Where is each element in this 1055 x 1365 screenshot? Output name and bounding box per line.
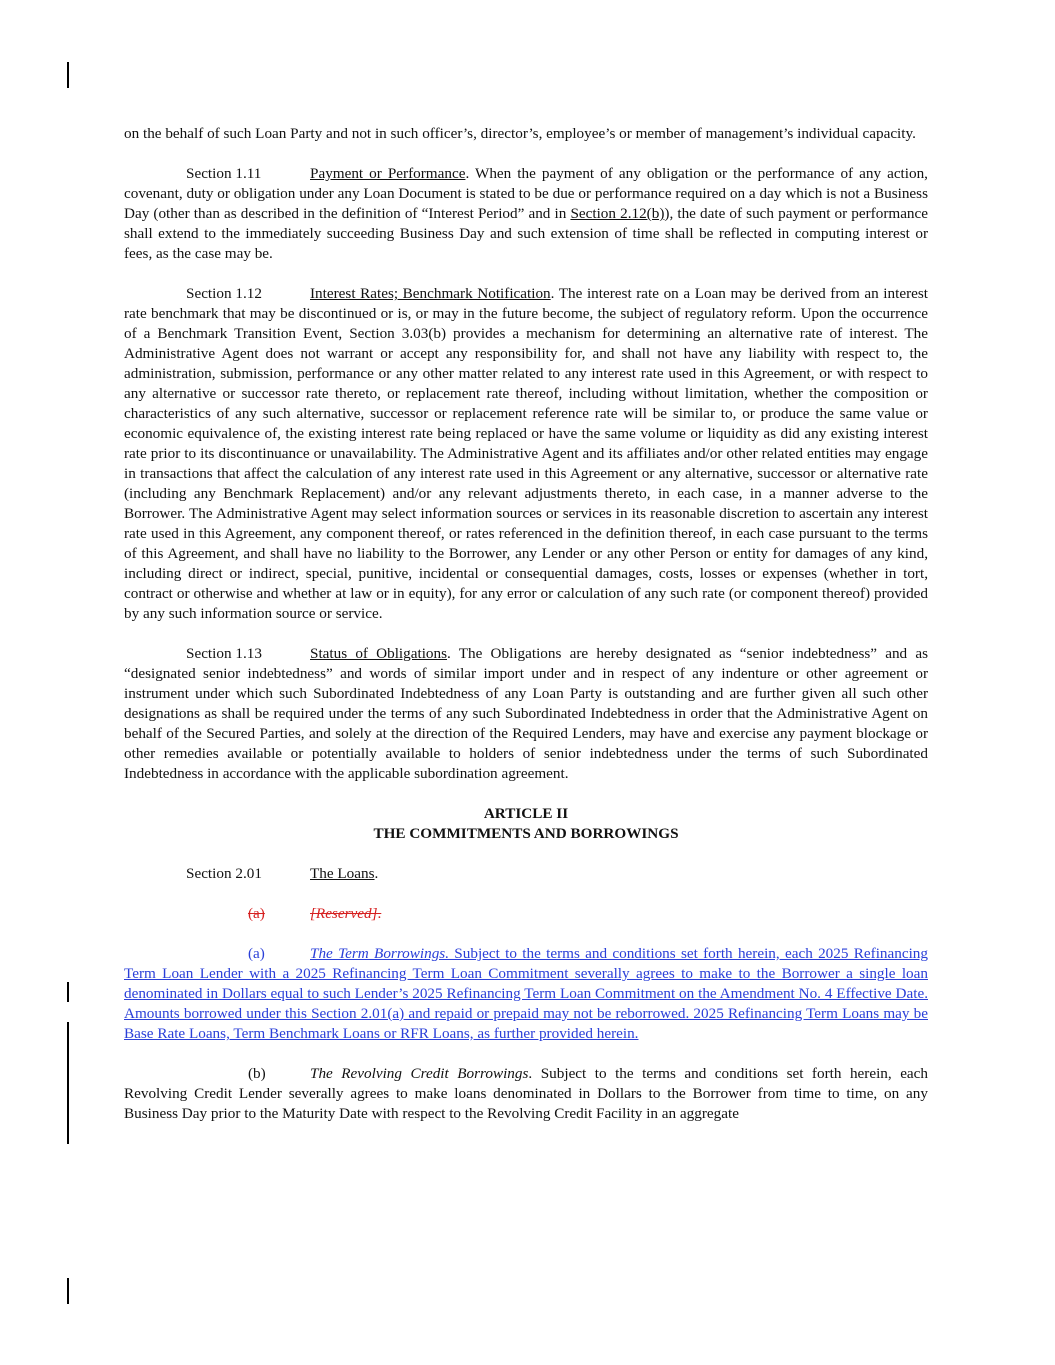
section-1-12 bbox=[124, 284, 928, 624]
inserted-clause-number: (a) bbox=[248, 945, 265, 962]
deleted-clause-number: (a) bbox=[248, 905, 265, 922]
section-reference: Section 2.12(b) bbox=[570, 205, 665, 222]
continuation-paragraph: on the behalf of such Loan Party and not in such officer’s, director’s, employee’s or member of management’s individual capacity. bbox=[124, 125, 916, 142]
change-bar-top bbox=[67, 62, 69, 88]
deleted-clause-period: . bbox=[377, 905, 382, 922]
deleted-clause-a bbox=[124, 904, 928, 924]
clause-number: (b) bbox=[248, 1065, 266, 1082]
clause-text: . Subject to the terms and conditions set forth herein, each Revolving Credit Lender severally agrees to make loans denominated in Dollars to the Borrower from time to time, on any Business Day prior to the Maturity Date with respect to the Revolving Credit Facility in an aggregate bbox=[124, 1065, 929, 1122]
change-bar-deletion bbox=[67, 982, 69, 1002]
section-text-continued: ), the date of such payment or performance shall extend to the immediately succeeding Business Day and such extension of time shall be reflected in computing interest or fees, as the case may be. bbox=[124, 205, 929, 262]
section-number: Section 2.01 bbox=[186, 865, 262, 882]
section-2-01 bbox=[124, 864, 928, 884]
change-bar-insertion bbox=[67, 1022, 69, 1144]
section-text: . When the payment of any obligation or the performance of any action, covenant, duty or obligation under any Loan Document is stated to be due or performance required on a day which is not a Business Day (other than as described in the definition of “Interest Period” and in bbox=[124, 165, 928, 222]
document-page bbox=[124, 124, 928, 1144]
clause-title: The Revolving Credit Borrowings bbox=[310, 1065, 529, 1082]
article-title: THE COMMITMENTS AND BORROWINGS bbox=[373, 825, 679, 842]
section-number: Section 1.12 bbox=[186, 285, 262, 302]
deleted-clause-text: [Reserved] bbox=[310, 905, 378, 922]
section-heading: The Loans bbox=[310, 865, 375, 882]
section-number: Section 1.13 bbox=[186, 645, 262, 662]
section-heading: Payment or Performance bbox=[310, 165, 466, 182]
section-1-11 bbox=[124, 164, 928, 264]
section-1-13 bbox=[124, 644, 928, 784]
inserted-clause-a bbox=[124, 944, 928, 1044]
article-number: ARTICLE II bbox=[483, 805, 569, 822]
inserted-clause-title: The Term Borrowings. bbox=[310, 945, 450, 962]
inserted-clause-text: Subject to the terms and conditions set forth herein, each 2025 Refinancing Term Loan Lender with a 2025 Refinancing Term Loan Commitment severally agrees to make to the Borrower a single loan denominated in Dollars equal to such Lender’s 2025 Refinancing Term Loan Commitment on the Amendment No. 4 Effective Date. Amounts borrowed under this Section 2.01(a) and repaid or prepaid may not be reborrowed. 2025 Refinancing Term Loans may be Base Rate Loans, Term Benchmark Loans or RFR Loans, as further provided herein. bbox=[124, 945, 928, 1042]
section-heading: Interest Rates; Benchmark Notification bbox=[310, 285, 551, 302]
section-text: . The interest rate on a Loan may be derived from an interest rate benchmark that may be discontinued or is, or may in the future become, the subject of regulatory reform. Upon the occurrence of a Benchmark Transition Event, Section 3.03(b) provides a mechanism for determining an alternative rate of interest. The Administrative Agent does not warrant or accept any responsibility for, and shall not have any liability with respect to, the administration, submission, performance or any other matter related to any interest rate used in this Agreement, or with respect to any alternative or successor rate thereto, or replacement rate thereof, including without limitation, whether the composition or characteristics of any such alternative, successor or replacement reference rate will be similar to, or produce the same value or economic equivalence of, the existing interest rate being replaced or have the same volume or liquidity as did any existing interest rate prior to its discontinuance or unavailability. The Administrative Agent and its affiliates and/or other related entities may engage in transactions that affect the calculation of any interest rate used in this Agreement or any alternative, successor or alternative rate (including any Benchmark Replacement) and/or any relevant adjustments thereto, in each case, in a manner adverse to the Borrower. The Administrative Agent may select information sources or services in its reasonable discretion to ascertain any interest rate used in this Agreement, any component thereof, or rates referenced in the definition thereof, in each case pursuant to the terms of this Agreement, and shall have no liability to the Borrower, any Lender or any other Person or entity for damages of any kind, including direct or indirect, special, punitive, incidental or consequential damages, costs, losses or expenses (whether in tort, contract or otherwise and whether at law or in equity), for any error or calculation of any such rate (or component thereof) provided by any such information source or service. bbox=[124, 285, 928, 622]
section-text: . The Obligations are hereby designated as “senior indebtedness” and as “designated senior indebtedness” and words of similar import under and in respect of any indenture or other agreement or instrument under which such Subordinated Indebtedness of any Loan Party is outstanding and are further given all such other designations as shall be required under the terms of any such Subordinated Indebtedness in order that the Administrative Agent on behalf of the Secured Parties, and solely at the direction of the Required Lenders, may have and exercise any payment blockage or other remedies available or potentially available to holders of senior indebtedness under the terms of such Subordinated Indebtedness in accordance with the applicable subordination agreement. bbox=[124, 645, 928, 782]
clause-b bbox=[124, 1064, 928, 1124]
section-heading: Status of Obligations bbox=[310, 645, 448, 662]
change-bar-bottom bbox=[67, 1278, 69, 1304]
section-number: Section 1.11 bbox=[186, 165, 262, 182]
section-period: . bbox=[374, 865, 379, 882]
